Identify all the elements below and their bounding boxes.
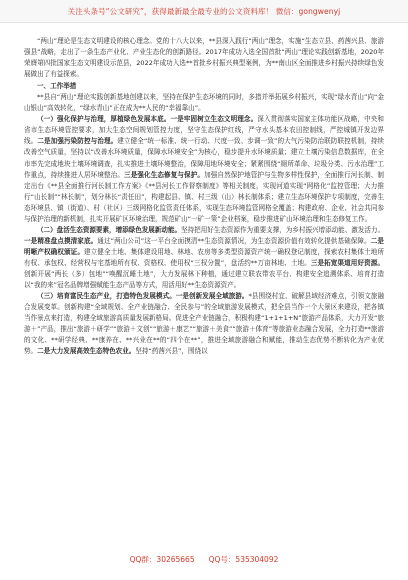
point-broaden-channels: 三是拓宽渠道用好资源。 xyxy=(310,258,384,267)
intro-paragraph: “两山”理论是生态文明建设的核心理念。党的十八大以来，**县深入践行“两山”理念，实施“生态立县、药茜兴县、旅游强县”战略，走出了一条生态产业化、产业生态化的创新路径。2017年成功入选全国首批“两山”理论实践创新基地，2020年荣膺第四批国家生态文明建设示范县，2022年成功入选**首批乡村振兴典型案例，为**南山区全面推进乡村振兴持续绿色发展做出了有益探索。 xyxy=(24,37,384,79)
subheading-protection: （一）强化保护与治理，厚植绿色发展本底。 xyxy=(37,115,171,124)
point-agriculture: 二是大力发展高效生态特色农业。 xyxy=(37,347,136,356)
paragraph-text: 创新开展“两长（多）包地”“唤醒沉睡土地”，大力发展林下种植，通过建立联农带农平台、构建安全追溯体系、培育打造以“我的来”冠名品牌增强赋能生态产品等方式，用活用好**生态资源资产。 xyxy=(24,269,384,290)
subheading-resources: （二）盘活生态资源要素，增添绿色发展新动能。 xyxy=(37,225,182,234)
point-tourism: 一是创新发展全域旅游。 xyxy=(175,292,249,301)
qq-number: QQ号：535304092 xyxy=(208,555,279,564)
paragraph-text: 坚持把用好生态资源作为重要支撑，为乡村振兴增添动能、激发活力。 xyxy=(181,225,385,234)
paragraph-text: 建立健全“统一标准、统一行动、尺度一致、步调一致”的大气污染防治联防联控机制，持续改善空气质量，坚持以“改善水环境质量，保障水环境安全”为核心，稳步提升水环境质量；建立土壤污染信息数据库，在全市率先完成地块土壤环境调查，扎实推进土壤环境整治，保障用地环境安全；紧紧围绕“厕所革命、垃圾分类、污水治理”工作重点，持续推进人居环境整治。 xyxy=(24,137,384,179)
paragraph-protection xyxy=(24,114,384,224)
paragraph-industry xyxy=(24,291,384,357)
subheading-industry: （三）培育富民生态产业，打造特色发展模式。 xyxy=(37,292,176,301)
point-inventory: 一是精准盘点摸清家底。 xyxy=(24,236,98,245)
paragraph-text: 通过“两山公司”这一平台全面摸清**生态资源情况，为生态资源价值有效转化提供基础保障。 xyxy=(97,236,371,245)
section-intro-paragraph: **县自“两山”理论实践创新基地创建以来，坚持在保护生态环境的同时，多措并举拓展乡村振兴，实现“绿水青山”向“金山银山”高效转化，“绿水青山”正在成为**人民的“幸福靠山”。 xyxy=(24,93,384,113)
point-ecological-restoration: 三是强化生态修复与保护。 xyxy=(124,170,205,179)
paragraph-text: 坚持“药茜兴县”，围绕以 xyxy=(135,347,208,356)
point-ecological-civilization: 一是牢固树立生态文明理念。 xyxy=(170,115,258,124)
point-pollution-control: 二是加强污染防控与治理。 xyxy=(37,137,118,146)
top-banner xyxy=(0,0,408,23)
paragraph-text: 加强自然保护地管护与生物多样性保护，全面推行河长制、制定出台《**县全面推行河长制工作方案》《**县河长工作督察制度》等相关制度，实现河道实现“网格化”监控管理；大力推行“山长制”“林长制”，划分林长“责任田”，构建起县、镇、村三级（山）林长制体系；建立生态环境保护专项制度，完善生态环境县、镇（街道）、村（社区）三级网格化监管责任体系，实现生态环境监管网格全覆盖；构建政府、企业、社会共同参与保护治理的新机制，扎实开展矿区环境治理，规范矿山“一矿一策”企业档案，稳步推进矿山环境治理和生态修复工作。 xyxy=(24,170,384,223)
document-body xyxy=(24,36,384,357)
footer-contact xyxy=(0,554,408,565)
section-heading: 一、工作举措 xyxy=(37,82,77,91)
paragraph-text: 建立健全土地、集体建设用地、林地、农房等多类型资源资产统一确权登记制度，探索农村集体土地所有权、承包权、经营权与宅基地所有权、资格权、使用权“三权分置”，盘活约**万亩林地、土地。 xyxy=(24,247,384,267)
paragraph-text: *县围绕村宜、破解县域经济难点，引领文旅融合发展变革。创新构建“全域规划、全产业链融合、全民参与”的全域旅游发展模式，把全县当作一个大景区来建设，把各镇当作景点来打造，构建全域旅游高质量发展新格局。促进全产业链融合，积极构建“1+1+1+N”旅游产品体系，大力开发“旅游＋”产品，推出“旅游＋研学”“旅游＋文创”“旅游＋康艺”“旅游＋美食”“旅游＋体育”等旅游业态融合发展，全力打造**旅游的文化、**研学经典、**康养在、**兴业在**的“四个在**”，推进全域旅游融合和赋能，推动生态优势不断转化为产业优势。 xyxy=(24,292,384,356)
paragraph-resources xyxy=(24,225,384,291)
banner-text: 关注头条号“公文研究”，获得最新最全最专业的公文资料库！ 微信：gongwenyj xyxy=(67,6,341,16)
point-property-rights: 二是明晰产权确权颁证。 xyxy=(24,236,384,256)
paragraph-text: 深入贯彻落实国家主体功能区战略，中央和省市生态环境管控要求，加大生态空间规划管控力度，坚守生态保护红线，严守水头基本农田控制线，严控城镇开发边界线。 xyxy=(24,115,384,146)
qq-group: QQ群：30265665 xyxy=(129,555,195,564)
